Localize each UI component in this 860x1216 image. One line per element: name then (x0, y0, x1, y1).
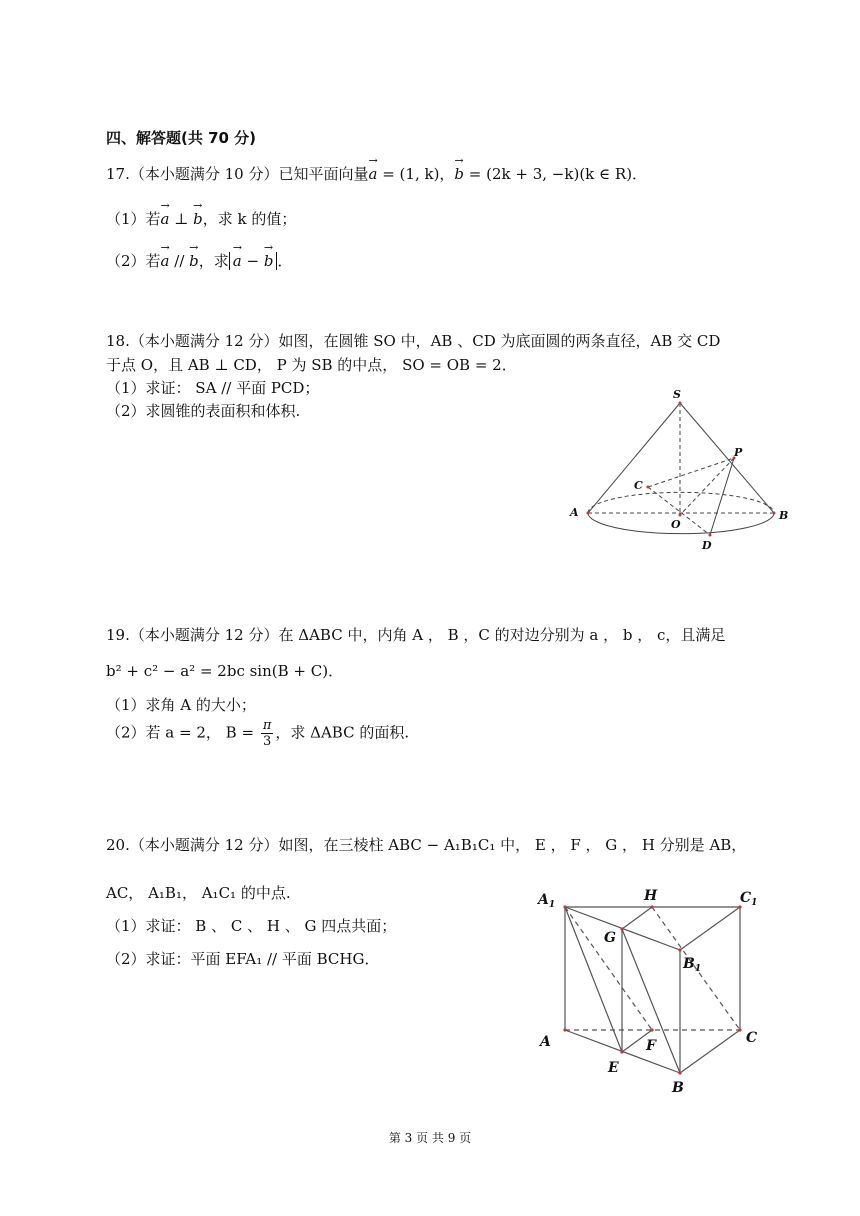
cone-label-c: C (634, 479, 643, 492)
prism-label-h: H (644, 888, 658, 904)
q19-part1: （1）求角 A 的大小； (106, 696, 256, 714)
prism-figure (530, 880, 770, 1095)
q19-fraction-num: π (262, 718, 272, 733)
q17-p2-comma: ，求 (198, 252, 229, 270)
q17-p2-abs (229, 252, 278, 270)
q20-part1: （1）求证： B 、 C 、 H 、 G 四点共面； (106, 917, 397, 935)
prism-label-a: A (540, 1034, 551, 1050)
cone-label-s: S (673, 388, 681, 401)
q17-p2-abs-b: → b (264, 252, 274, 270)
q19-p2-post: ，求 ΔABC 的面积. (275, 723, 410, 742)
q17-p1-vec-a: → a (161, 210, 170, 228)
q19-fraction-den: 3 (262, 734, 272, 749)
q19-p2-pre: （2）若 a = 2， B = (106, 723, 259, 742)
q17-vec-b: → b (454, 165, 464, 183)
cone-segment-pd (710, 458, 734, 535)
q17-part1 (106, 208, 296, 229)
q17-number: 17. (106, 165, 130, 183)
q17-b-expr: = (2k + 3, −k)(k ∈ R)． (464, 165, 648, 183)
cone-edge-sa (588, 403, 680, 513)
prism-label-b: B (672, 1080, 684, 1095)
q17-intro: （本小题满分 10 分）已知平面向量 (129, 165, 369, 183)
q17-p2-parallel: // (169, 252, 190, 270)
cone-base-back (588, 492, 774, 513)
q17-vec-a: → a (368, 165, 377, 183)
page-footer: 第 3 页 共 9 页 (388, 1131, 472, 1145)
prism-label-e: E (608, 1060, 619, 1076)
prism-edge-b1c1 (680, 907, 740, 950)
q17-p2-abs-a: → a (233, 252, 242, 270)
q17-p1-post: ，求 k 的值； (202, 210, 297, 228)
prism-segment-gh (622, 907, 652, 929)
q17-p2-vec-b: → b (189, 252, 199, 270)
prism-label-b1: $B_1$ (683, 956, 702, 974)
cone-label-b: B (779, 509, 789, 522)
q20-line2: AC， A₁B₁， A₁C₁ 的中点. (106, 884, 291, 902)
q17-p2-abs-minus: − (241, 252, 264, 270)
q17-p1-pre: （1）若 (106, 210, 161, 228)
q17-p2-vec-a: → a (161, 252, 170, 270)
cone-figure (560, 385, 800, 560)
prism-edge-bc (680, 1030, 740, 1073)
cone-label-p: P (734, 446, 743, 459)
prism-label-c: C (746, 1030, 758, 1046)
section-title: 四、解答题(共 70 分) (106, 129, 257, 147)
q19-line1: 19.（本小题满分 12 分）在 ΔABC 中，内角 A ， B ，C 的对边分别为 a ， b ， c，且满足 (106, 626, 726, 644)
q17-part2 (106, 250, 292, 271)
cone-segment-cp (648, 458, 734, 487)
cone-label-d: D (702, 539, 712, 552)
prism-segment-a1f (565, 907, 652, 1030)
q17-p2-post: ． (277, 252, 293, 270)
q17-line1 (106, 163, 647, 184)
q19-fraction (261, 718, 274, 749)
prism-label-a1: $A_1$ (538, 892, 556, 910)
prism-label-g: G (604, 930, 616, 946)
prism-label-c1: $C_1$ (740, 890, 758, 908)
prism-label-f: F (646, 1038, 656, 1054)
cone-label-a: A (570, 506, 579, 519)
q19-line2: b² + c² − a² = 2bc sin(B + C)． (106, 662, 344, 680)
q19-part2 (106, 718, 409, 749)
q17-a-expr: = (1, k)， (377, 165, 455, 183)
q17-p1-vec-b: → b (193, 210, 203, 228)
q20-part2: （2）求证：平面 EFA₁ // 平面 BCHG． (106, 950, 380, 968)
cone-label-o: O (671, 518, 681, 531)
q18-line1: 18.（本小题满分 12 分）如图，在圆锥 SO 中，AB 、CD 为底面圆的两条直径，AB 交 CD (106, 332, 721, 350)
q17-p1-perp: ⊥ (169, 210, 194, 228)
q18-part2: （2）求圆锥的表面积和体积. (106, 402, 301, 420)
q18-part1: （1）求证： SA // 平面 PCD； (106, 379, 320, 397)
q20-line1: 20.（本小题满分 12 分）如图，在三棱柱 ABC − A₁B₁C₁ 中， E ， F ， G ， H 分别是 AB， (106, 836, 747, 854)
q18-line2: 于点 O，且 AB ⊥ CD， P 为 SB 的中点， SO = OB = 2． (106, 356, 517, 374)
cone-segment-po (680, 458, 734, 515)
cone-edge-sb (680, 403, 774, 513)
q17-p2-pre: （2）若 (106, 252, 161, 270)
